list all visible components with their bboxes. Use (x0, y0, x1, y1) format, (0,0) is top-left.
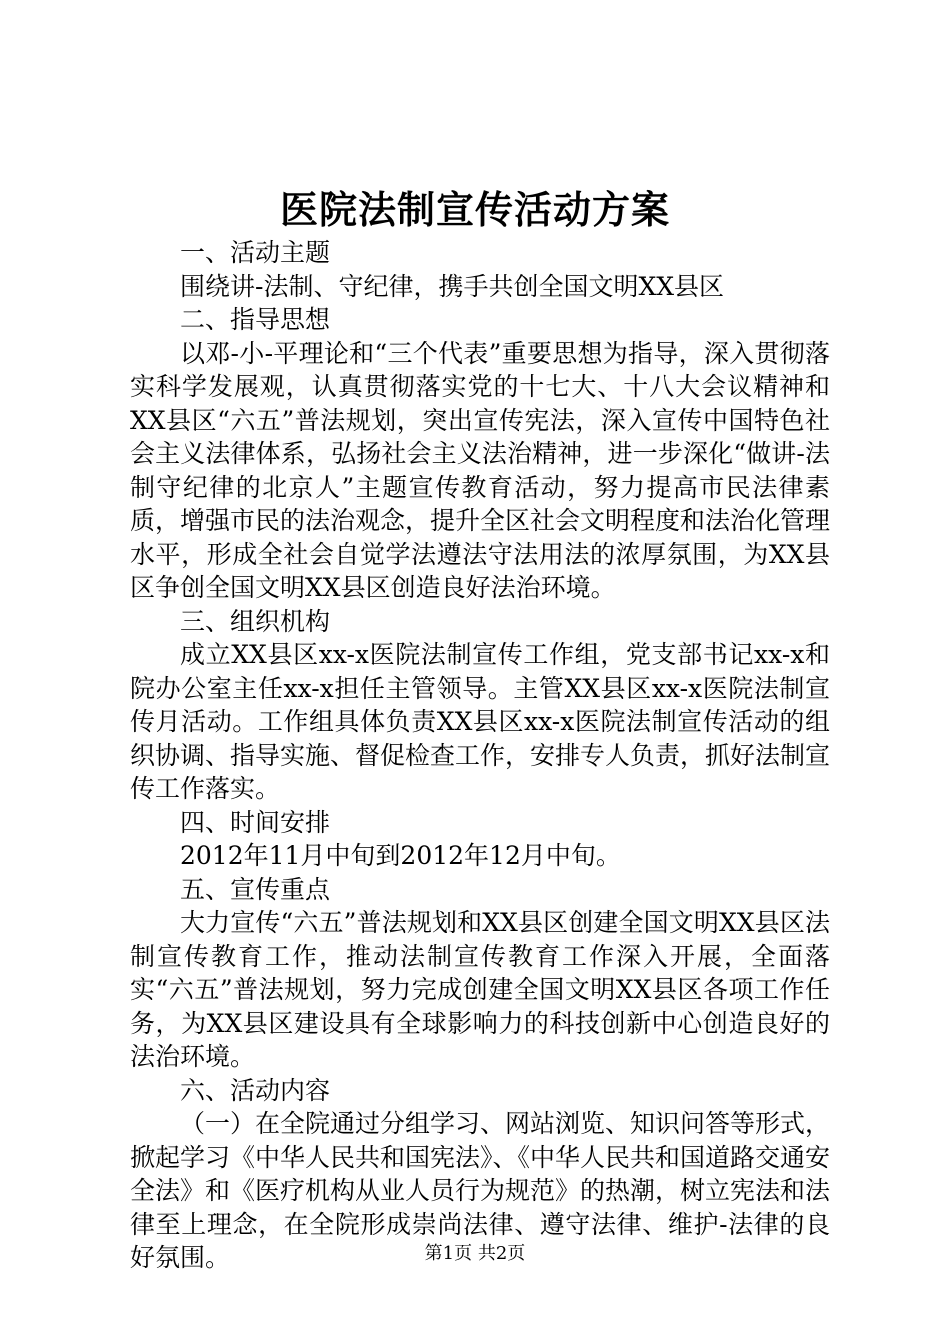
section-heading-organization: 三、组织机构 (180, 606, 331, 636)
paragraph-content: （一）在全院通过分组学习、网站浏览、知识问答等形式，掀起学习《中华人民共和国宪法》、《中华人民共和国道路交通安全法》和《医疗机构从业人员行为规范》的热潮，树立宪法和法律至上理念，在全院形成崇尚法律、遵守法律、维护-法律的良好氛围。 (130, 1109, 831, 1272)
section-heading-theme: 一、活动主题 (180, 238, 331, 267)
document-body (130, 236, 830, 1275)
paragraph-guiding-thought: 以邓-小-平理论和“三个代表”重要思想为指导，深入贯彻落实科学发展观，认真贯彻落实党的十七大、十八大会议精神和XX县区“六五”普法规划，突出宣传宪法，深入宣传中国特色社会主义法律体系，弘扬社会主义法治精神，进一步深化“做讲-法制守纪律的北京人”主题宣传教育活动，努力提高市民法律素质，增强市民的法治观念，提升全区社会文明程度和法治化管理水平，形成全社会自觉学法遵法守法用法的浓厚氛围，为XX县区争创全国文明XX县区创造良好法治环境。 (130, 338, 831, 602)
document-title: 医院法制宣传活动方案 (279, 187, 670, 232)
paragraph-schedule: 2012年11月中旬到2012年12月中旬。 (180, 841, 621, 870)
section-heading-schedule: 四、时间安排 (180, 807, 331, 837)
page-number: 第1页 共2页 (424, 1243, 526, 1264)
section-heading-guiding-thought: 二、指导思想 (180, 305, 331, 334)
paragraph-focus: 大力宣传“六五”普法规划和XX县区创建全国文明XX县区法制宣传教育工作，推动法制宣传教育工作深入开展，全面落实“六五”普法规划，努力完成创建全国文明XX县区各项工作任务，为XX县区建设具有全球影响力的科技创新中心创造良好的法治环境。 (130, 908, 830, 1071)
paragraph-theme: 围绕讲-法制、守纪律，携手共创全国文明XX县区 (180, 271, 725, 301)
section-heading-content: 六、活动内容 (180, 1075, 331, 1105)
section-heading-focus: 五、宣传重点 (180, 874, 331, 904)
paragraph-organization: 成立XX县区xx-x医院法制宣传工作组，党支部书记xx-x和院办公室主任xx-x担任主管领导。主管XX县区xx-x医院法制宣传月活动。工作组具体负责XX县区xx-x医院法制宣传活动的组织协调、指导实施、督促检查工作，安排专人负责，抓好法制宣传工作落实。 (130, 640, 831, 803)
